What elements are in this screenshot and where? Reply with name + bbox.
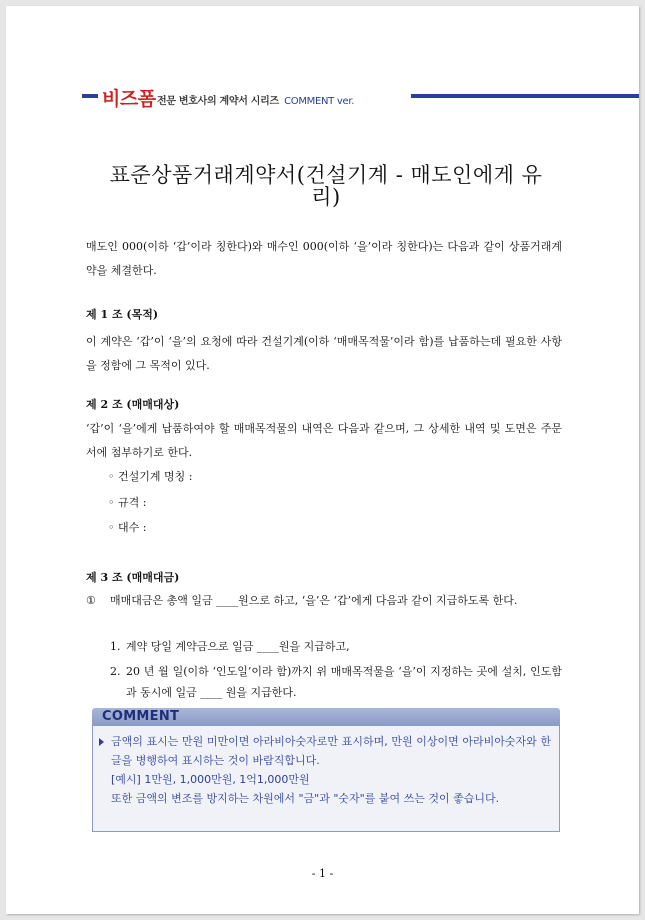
article-2-bullet-count: ◦ 대수 : (108, 521, 147, 534)
article-2-text: ‘갑’이 ‘을’에게 납품하여야 할 매매목적물의 내역은 다음과 같으며, 그 상세한 내역 및 도면은 주문서에 첨부하기로 한다. (86, 422, 562, 459)
comment-line-2: [예시] 1만원, 1,000만원, 1억1,000만원 (111, 773, 310, 786)
comment-text (111, 732, 551, 808)
series-name: 전문 변호사의 계약서 시리즈 (157, 96, 279, 107)
comment-label: COMMENT (102, 709, 180, 724)
comment-box (92, 725, 560, 832)
sub-1-mark: 1. (110, 640, 121, 653)
article-2-bullet-name: ◦ 건설기계 명칭 : (108, 470, 193, 483)
article-3-title: 제 3 조 (매매대금) (86, 571, 180, 584)
page-number: - 1 - (311, 867, 334, 880)
sub-1-text: 계약 당일 계약금으로 일금 ____원을 지급하고, (126, 640, 350, 653)
document-title: 표준상품거래계약서(건설기계 - 매도인에게 유리) (109, 163, 543, 209)
series-version: COMMENT ver. (284, 96, 355, 107)
series-header (6, 84, 639, 110)
series-title (157, 92, 354, 107)
article-2-title: 제 2 조 (매매대상) (86, 398, 180, 411)
article-1-text: 이 계약은 ‘갑’이 ‘을’의 요청에 따라 건설기계(이하 ‘매매목적물’이라 함)를 납품하는데 필요한 사항을 정함에 그 목적이 있다. (86, 335, 562, 372)
sub-2-mark: 2. (110, 665, 121, 678)
article-2-bullet-spec: ◦ 규격 : (108, 496, 147, 509)
intro-paragraph: 매도인 000(이하 ‘갑’이라 칭한다)와 매수인 000(이하 ‘을’이라 칭한다)는 다음과 같이 상품거래계약을 체결한다. (86, 240, 562, 277)
comment-tab (92, 708, 560, 725)
sub-2-text: 20 년 월 일(이하 ‘인도일’이라 함)까지 위 매매목적물을 ‘을’이 지정하는 곳에 설치, 인도함과 동시에 일금 ____ 원을 지급한다. (126, 665, 562, 699)
item-1-text: 매매대금은 총액 일금 ____원으로 하고, ‘을’은 ‘갑’에게 다음과 같이 지급하도록 한다. (110, 594, 518, 607)
comment-line-3: 또한 금액의 변조를 방지하는 차원에서 "금"과 "숫자"를 붙여 쓰는 것이 좋습니다. (111, 792, 500, 805)
header-rule-left (82, 94, 98, 98)
comment-line-1: 금액의 표시는 만원 미만이면 아라비아숫자로만 표시하며, 만원 이상이면 아라비아숫자와 한글을 병행하여 표시하는 것이 바람직합니다. (111, 735, 551, 767)
header-rule-right (411, 94, 639, 98)
article-1-title: 제 1 조 (목적) (86, 308, 159, 321)
document-page (6, 6, 639, 914)
brand-logo: 비즈폼 (102, 88, 156, 110)
item-1-mark: ① (86, 594, 96, 607)
play-arrow-icon (99, 738, 104, 746)
